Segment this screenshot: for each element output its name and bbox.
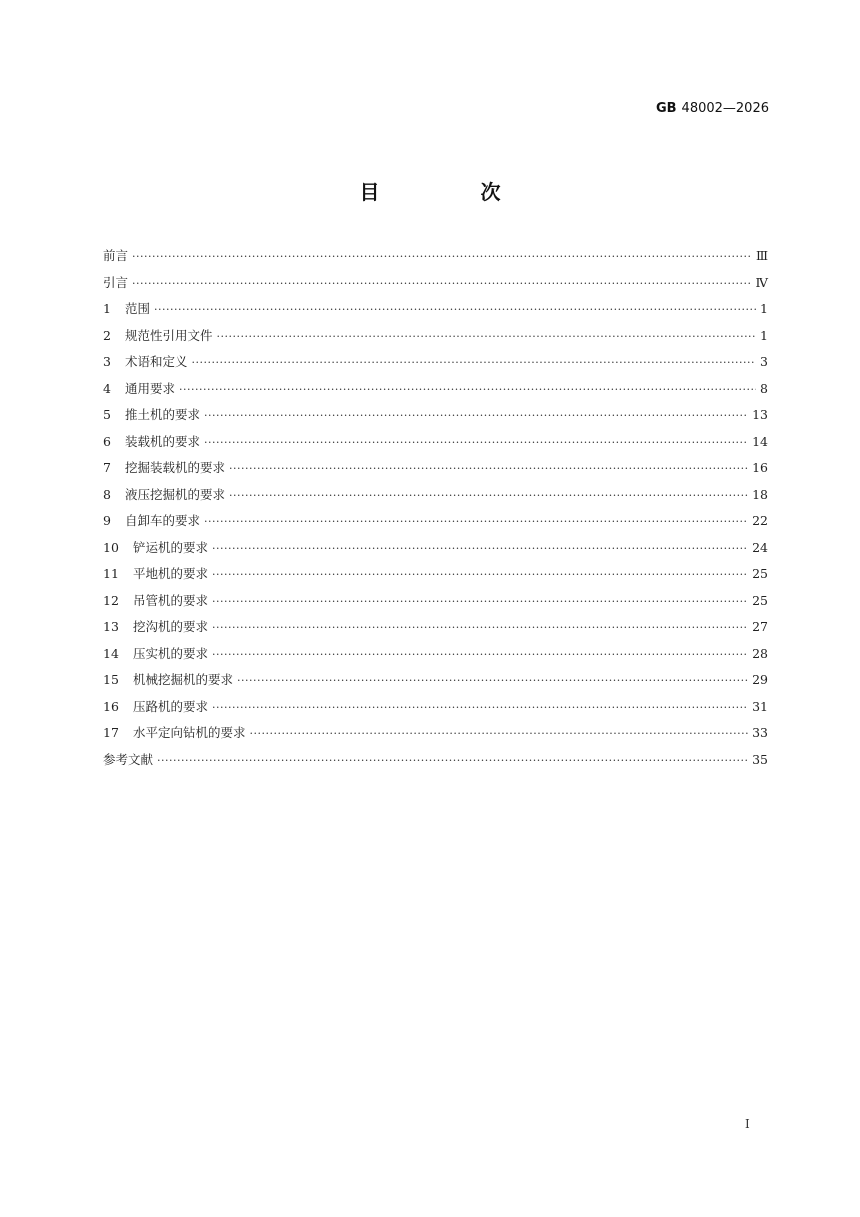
toc-entry[interactable] [103, 670, 768, 697]
standard-prefix: GB [655, 101, 677, 116]
toc-dot-leader [212, 592, 748, 612]
toc-entry[interactable] [103, 617, 768, 644]
toc-entry-title: 术语和定义 [125, 354, 188, 369]
page-title: 目 次 [359, 180, 548, 204]
toc-entry-page: 1 [760, 301, 768, 316]
toc-entry-number: 5 [103, 407, 111, 422]
toc-entry-page: 25 [752, 592, 768, 608]
toc-entry[interactable] [103, 326, 768, 353]
toc-entry-page: 35 [752, 751, 768, 767]
toc-entry-number: 7 [103, 460, 111, 475]
toc-entry-page: 13 [752, 407, 768, 422]
standard-code [656, 101, 769, 116]
toc-dot-leader [229, 459, 748, 479]
toc-entry-page: 16 [752, 460, 768, 475]
toc-entry[interactable] [103, 299, 768, 326]
toc-entry-page: 3 [760, 354, 768, 369]
toc-entry[interactable] [103, 273, 768, 300]
toc-entry-number: 4 [103, 380, 111, 396]
toc-entry-title: 压实机的要求 [133, 645, 209, 661]
toc-entry-page: 1 [760, 327, 768, 343]
toc-dot-leader [132, 247, 752, 267]
toc-dot-leader [204, 433, 748, 453]
toc-dot-leader [217, 327, 757, 347]
toc-entry[interactable] [103, 538, 768, 565]
toc-entry[interactable] [103, 511, 768, 538]
toc-dot-leader [132, 274, 751, 294]
toc-entry-page: Ⅲ [755, 248, 768, 263]
toc-entry[interactable] [103, 405, 768, 432]
toc-entry-number: 11 [103, 566, 119, 581]
toc-entry-number: 16 [103, 698, 119, 714]
toc-entry-title: 压路机的要求 [133, 698, 209, 714]
toc-dot-leader [237, 671, 748, 691]
toc-entry-page: Ⅳ [755, 274, 768, 290]
toc-entry-page: 8 [760, 380, 768, 396]
toc-entry[interactable] [103, 485, 768, 512]
toc-entry[interactable] [103, 458, 768, 485]
toc-entry-title: 挖掘装载机的要求 [125, 460, 226, 475]
toc-entry-title: 机械挖掘机的要求 [133, 672, 234, 687]
toc-dot-leader [229, 486, 748, 506]
toc-entry-title: 铲运机的要求 [133, 539, 209, 555]
toc-dot-leader [204, 406, 748, 426]
toc-entry-number: 10 [103, 539, 119, 555]
toc-entry[interactable] [103, 246, 768, 273]
toc-dot-leader [204, 512, 748, 532]
toc-entry[interactable] [103, 750, 768, 777]
toc-entry[interactable] [103, 723, 768, 750]
toc-entry-number: 3 [103, 354, 111, 369]
toc-entry-number: 17 [103, 725, 119, 740]
toc-entry[interactable] [103, 591, 768, 618]
toc-entry-title: 推土机的要求 [125, 407, 201, 422]
toc-entry-page: 28 [752, 645, 768, 661]
toc-entry-page: 14 [752, 433, 768, 449]
toc-entry-page: 29 [752, 672, 768, 687]
toc-entry-title: 吊管机的要求 [133, 592, 209, 608]
toc-entry-page: 24 [752, 539, 768, 555]
toc-entry-number: 2 [103, 327, 111, 343]
toc-dot-leader [157, 751, 748, 771]
toc-entry-title: 平地机的要求 [133, 566, 209, 581]
toc-entry[interactable] [103, 352, 768, 379]
toc-entry-page: 31 [752, 698, 768, 714]
toc-entry-title: 参考文献 [103, 751, 154, 767]
toc-entry[interactable] [103, 379, 768, 406]
toc-dot-leader [212, 565, 748, 585]
toc-entry-title: 引言 [103, 274, 129, 290]
page-number: I [745, 1117, 750, 1131]
toc-entry-number: 1 [103, 301, 111, 316]
toc-dot-leader [192, 353, 757, 373]
toc-dot-leader [212, 539, 748, 559]
toc-entry-number: 15 [103, 672, 119, 687]
toc-dot-leader [212, 698, 748, 718]
toc-entry-number: 8 [103, 486, 111, 502]
toc-dot-leader [212, 645, 748, 665]
toc-entry-number: 14 [103, 645, 119, 661]
toc-dot-leader [250, 724, 749, 744]
toc-entry-title: 挖沟机的要求 [133, 619, 209, 634]
toc-entry-number: 13 [103, 619, 119, 634]
toc-dot-leader [212, 618, 748, 638]
toc-entry-title: 范围 [125, 301, 151, 316]
toc-entry-page: 27 [752, 619, 768, 634]
toc-entry[interactable] [103, 432, 768, 459]
toc-entry-title: 装载机的要求 [125, 433, 201, 449]
toc-entry-page: 22 [752, 513, 768, 528]
toc-entry-number: 9 [103, 513, 111, 528]
toc-entry-page: 33 [752, 725, 768, 740]
toc-entry-title: 规范性引用文件 [125, 327, 213, 343]
toc-entry-page: 25 [752, 566, 768, 581]
toc-dot-leader [179, 380, 756, 400]
toc-entry[interactable] [103, 697, 768, 724]
toc-entry-page: 18 [752, 486, 768, 502]
toc-entry-title: 水平定向钻机的要求 [133, 725, 246, 740]
standard-number: 48002—2026 [681, 101, 769, 116]
table-of-contents [103, 246, 768, 776]
toc-entry-number: 12 [103, 592, 119, 608]
toc-entry-title: 前言 [103, 248, 129, 263]
toc-entry-title: 自卸车的要求 [125, 513, 201, 528]
toc-entry[interactable] [103, 644, 768, 671]
toc-entry-number: 6 [103, 433, 111, 449]
toc-entry[interactable] [103, 564, 768, 591]
toc-entry-title: 液压挖掘机的要求 [125, 486, 226, 502]
toc-dot-leader [154, 300, 756, 320]
toc-entry-title: 通用要求 [125, 380, 176, 396]
